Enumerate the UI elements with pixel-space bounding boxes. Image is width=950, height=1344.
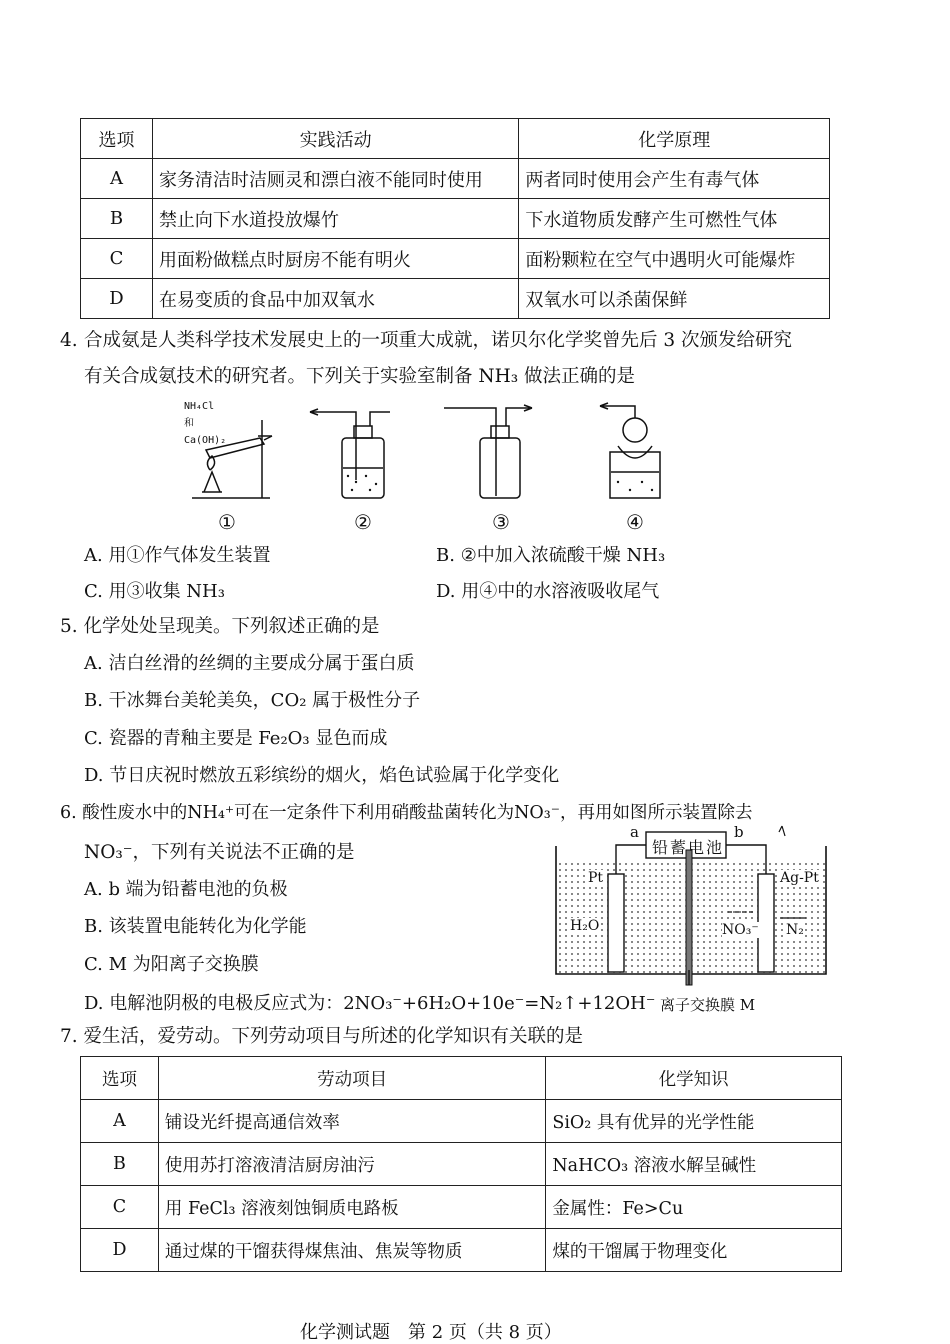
q6-option-c: C. M 为阳离子交换膜 (84, 954, 259, 975)
cell-principle: 两者同时使用会产生有毒气体 (519, 159, 830, 199)
cell-activity: 禁止向下水道投放爆竹 (152, 199, 518, 239)
header-option: 选项 (81, 119, 153, 159)
cell-labor: 铺设光纤提高通信效率 (158, 1100, 545, 1143)
table-row (81, 239, 830, 279)
q6-option-d: D. 电解池阴极的电极反应式为：2NO₃⁻+6H₂O+10e⁻=N₂↑+12OH⁻ (84, 993, 656, 1014)
cell-option: B (81, 199, 153, 239)
right-species-1-label: NO₃⁻ (722, 922, 759, 938)
membrane-label: 离子交换膜 M (660, 996, 756, 1014)
right-electrode-label: Ag-Pt (780, 870, 819, 886)
q4-apparatus-figure (180, 400, 680, 510)
apparatus-label-1: ① (218, 510, 236, 534)
apparatus-label-4: ④ (626, 510, 644, 534)
table-q7 (80, 1056, 842, 1272)
cell-option: C (81, 1186, 159, 1229)
q6-option-a: A. b 端为铅蓄电池的负极 (84, 879, 288, 900)
q4-stem-line1: 合成氨是人类科学技术发展史上的一项重大成就，诺贝尔化学奖曾先后 3 次颁发给研究 (84, 330, 793, 351)
q4-stem-line2: 有关合成氨技术的研究者。下列关于实验室制备 NH₃ 做法正确的是 (84, 366, 636, 387)
cell-option: A (81, 159, 153, 199)
table-row (81, 159, 830, 199)
table-header-row (81, 1057, 842, 1100)
cell-option: A (81, 1100, 159, 1143)
terminal-a-label: a (630, 823, 639, 841)
cell-knowledge: 金属性：Fe>Cu (546, 1186, 842, 1229)
q7-stem: 7. 爱生活，爱劳动。下列劳动项目与所述的化学知识有关联的是 (60, 1026, 584, 1047)
cell-knowledge: SiO₂ 具有优异的光学性能 (546, 1100, 842, 1143)
cell-option: C (81, 239, 153, 279)
cell-principle: 下水道物质发酵产生可燃性气体 (519, 199, 830, 239)
cell-activity: 在易变质的食品中加双氧水 (152, 279, 518, 319)
left-species-label: H₂O (570, 918, 600, 934)
q5-stem: 5. 化学处处呈现美。下列叙述正确的是 (60, 616, 380, 637)
q6-stem-line2: NO₃⁻，下列有关说法不正确的是 (84, 842, 355, 863)
header-knowledge: 化学知识 (546, 1057, 842, 1100)
apparatus-label-3: ③ (492, 510, 510, 534)
q5-option-d: D. 节日庆祝时燃放五彩缤纷的烟火，焰色试验属于化学变化 (84, 765, 560, 786)
cell-activity: 家务清洁时洁厕灵和漂白液不能同时使用 (152, 159, 518, 199)
header-principle: 化学原理 (519, 119, 830, 159)
right-species-2-label: N₂ (786, 922, 804, 938)
cell-principle: 面粉颗粒在空气中遇明火可能爆炸 (519, 239, 830, 279)
cell-labor: 通过煤的干馏获得煤焦油、焦炭等物质 (158, 1229, 545, 1272)
cell-option: B (81, 1143, 159, 1186)
header-activity: 实践活动 (152, 119, 518, 159)
table-row (81, 1100, 842, 1143)
q5-option-b: B. 干冰舞台美轮美奂，CO₂ 属于极性分子 (84, 690, 421, 711)
cell-labor: 使用苏打溶液清洁厨房油污 (158, 1143, 545, 1186)
q5-option-a: A. 洁白丝滑的丝绸的主要成分属于蛋白质 (84, 653, 415, 674)
cell-knowledge: 煤的干馏属于物理变化 (546, 1229, 842, 1272)
q4-option-b: B. ②中加入浓硫酸干燥 NH₃ (436, 545, 666, 566)
cell-principle: 双氧水可以杀菌保鲜 (519, 279, 830, 319)
cell-knowledge: NaHCO₃ 溶液水解呈碱性 (546, 1143, 842, 1186)
cell-labor: 用 FeCl₃ 溶液刻蚀铜质电路板 (158, 1186, 545, 1229)
q5-option-c: C. 瓷器的青釉主要是 Fe₂O₃ 显色而成 (84, 728, 388, 749)
table-header-row (81, 119, 830, 159)
apparatus-label: NH₄Cl 和 Ca(OH)₂ (184, 401, 227, 446)
table-row (81, 1186, 842, 1229)
battery-label: 铅蓄电池 (652, 838, 725, 857)
header-labor: 劳动项目 (158, 1057, 545, 1100)
table-row (81, 199, 830, 239)
apparatus-label-2: ② (354, 510, 372, 534)
q4-option-d: D. 用④中的水溶液吸收尾气 (436, 581, 660, 602)
terminal-b-label: b (734, 823, 744, 841)
q4-number: 4. (60, 330, 78, 351)
q6-option-b: B. 该装置电能转化为化学能 (84, 916, 307, 937)
table-row (81, 1143, 842, 1186)
q6-stem-line1: 6. 酸性废水中的NH₄⁺可在一定条件下利用硝酸盐菌转化为NO₃⁻，再用如图所示装置除去 (60, 803, 753, 823)
left-electrode-label: Pt (588, 870, 604, 886)
cell-option: D (81, 279, 153, 319)
header-option: 选项 (81, 1057, 159, 1100)
q4-option-a: A. 用①作气体发生装置 (84, 545, 271, 566)
page-footer: 化学测试题 第 2 页（共 8 页） (300, 1322, 562, 1343)
table-row (81, 1229, 842, 1272)
cell-activity: 用面粉做糕点时厨房不能有明火 (152, 239, 518, 279)
table-row (81, 279, 830, 319)
q4-option-c: C. 用③收集 NH₃ (84, 581, 225, 602)
cell-option: D (81, 1229, 159, 1272)
table-q3 (80, 118, 830, 319)
